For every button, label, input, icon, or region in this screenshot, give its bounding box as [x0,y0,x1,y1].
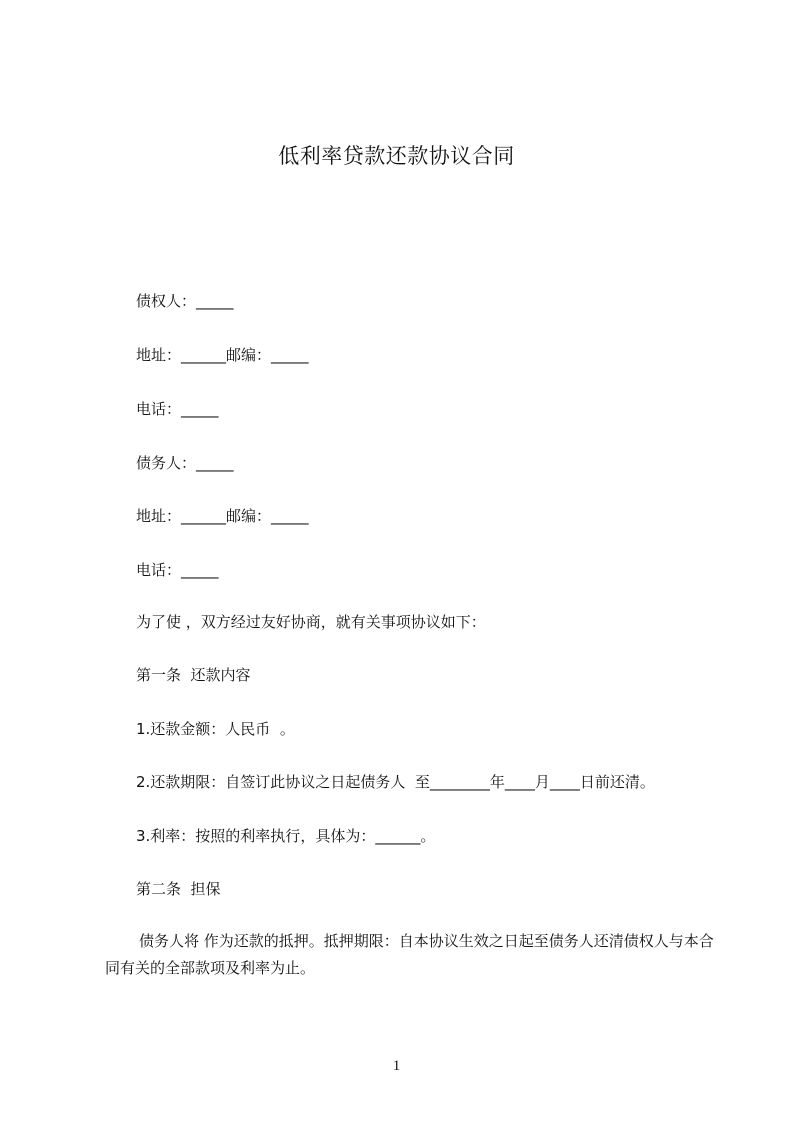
interest-rate-line: 3.利率：按照的利率执行，具体为：______。 [136,827,436,845]
article-two-heading: 第二条 担保 [136,880,221,898]
article-one-heading: 第一条 还款内容 [136,666,251,684]
document-title: 低利率贷款还款协议合同 [278,144,515,168]
creditor-address-line: 地址：______邮编：_____ [136,346,309,364]
creditor-phone-line: 电话：_____ [136,400,219,418]
page-number: 1 [392,1058,401,1074]
repayment-term-line: 2.还款期限：自签订此协议之日起债务人 至________年____月____日前还清。 [136,773,655,791]
guarantee-paragraph: 债务人将 作为还款的抵押。抵押期限：自本协议生效之日起至债务人还清债权人与本合同有关的全部款项及利率为止。 [105,932,714,977]
debtor-line: 债务人：_____ [136,454,234,472]
preamble-line: 为了使 ，双方经过友好协商，就有关事项协议如下： [136,613,486,631]
repayment-amount-line: 1.还款金额：人民币 。 [136,720,295,738]
debtor-phone-line: 电话：_____ [136,561,219,579]
debtor-address-line: 地址：______邮编：_____ [136,507,309,525]
creditor-line: 债权人：_____ [136,292,234,310]
